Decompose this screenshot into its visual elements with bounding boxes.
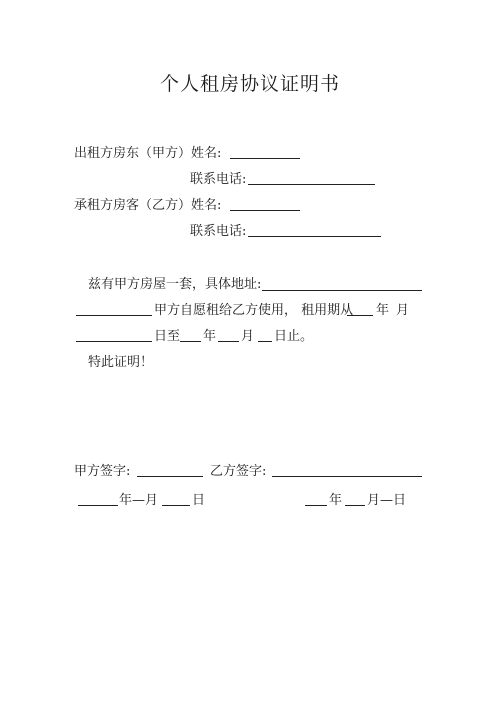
party-b-sign-blank[interactable] [272, 476, 422, 477]
landlord-phone-blank[interactable] [248, 184, 375, 185]
certify-text: 特此证明！ [88, 355, 154, 370]
party-b-date-month-blank[interactable] [345, 505, 365, 506]
day-to-text: 日至 [154, 329, 181, 344]
tenant-phone-label: 联系电话: [190, 224, 247, 239]
party-b-date-year-blank[interactable] [305, 505, 327, 506]
party-a-date-year-blank[interactable] [78, 505, 118, 506]
address-blank-2[interactable] [76, 315, 152, 316]
address-label: 兹有甲方房屋一套，具体地址: [88, 277, 262, 292]
address-blank-1[interactable] [262, 290, 422, 291]
end-day-blank[interactable] [258, 341, 272, 342]
end-month-char: 月 [241, 329, 255, 344]
party-a-date-year-month: 年—月 [119, 493, 159, 508]
party-a-sign-blank[interactable] [137, 476, 203, 477]
party-b-sign-label: 乙方签字: [210, 464, 267, 479]
landlord-name-blank[interactable] [230, 158, 300, 159]
party-a-date-day: 日 [192, 493, 206, 508]
landlord-name-label: 出租方房东（甲方）姓名: [74, 146, 222, 161]
tenant-name-label: 承租方房客（乙方）姓名: [74, 198, 222, 213]
end-month-blank[interactable] [218, 341, 239, 342]
party-b-date-year: 年 [329, 493, 343, 508]
landlord-phone-label: 联系电话: [190, 172, 247, 187]
party-b-date-month-day: 月—日 [367, 493, 407, 508]
document-title: 个人租房协议证明书 [159, 73, 340, 95]
start-year-blank[interactable] [347, 315, 373, 316]
tenant-phone-blank[interactable] [248, 236, 381, 237]
party-a-date-day-blank[interactable] [162, 505, 190, 506]
end-year-char: 年 [203, 329, 217, 344]
party-a-sign-label: 甲方签字: [74, 464, 131, 479]
end-year-blank[interactable] [180, 341, 201, 342]
start-year-char: 年 [376, 303, 390, 318]
start-day-blank[interactable] [76, 341, 152, 342]
tenant-name-blank[interactable] [230, 210, 300, 211]
start-month-char: 月 [396, 303, 410, 318]
lease-start-text: 甲方自愿租给乙方使用， 租用期从 [154, 303, 354, 318]
day-end-text: 日止。 [274, 329, 314, 344]
